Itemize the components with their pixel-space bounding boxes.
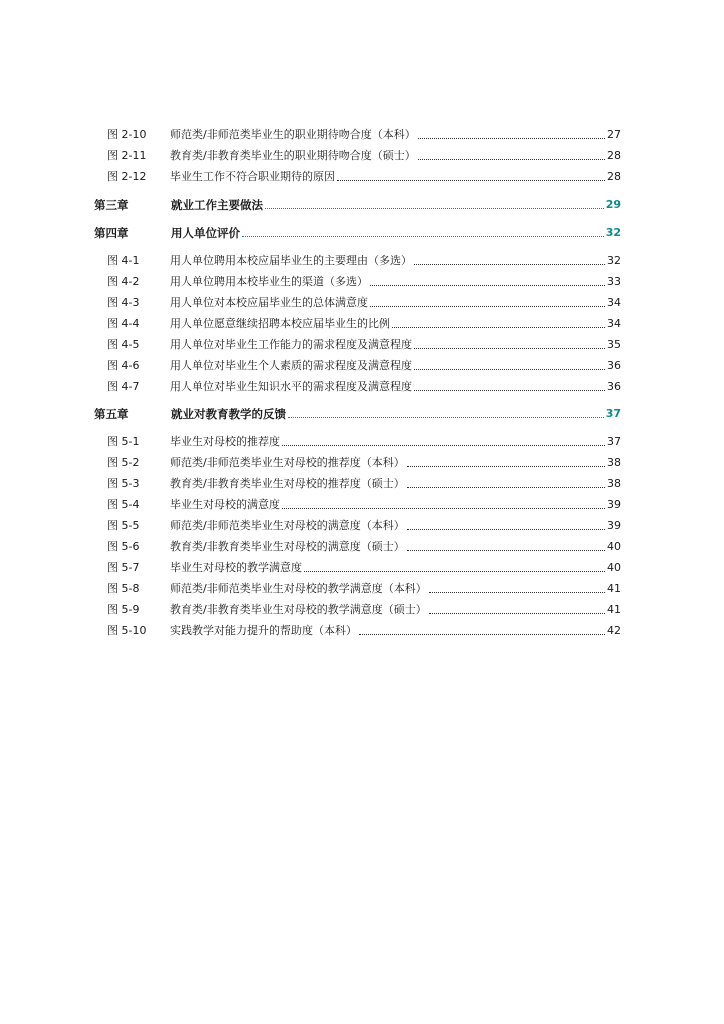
dot-leader	[414, 264, 605, 265]
dot-leader	[304, 571, 605, 572]
dot-leader	[407, 529, 605, 530]
entry-page-number: 35	[607, 338, 621, 351]
entry-page-number: 36	[607, 380, 621, 393]
entry-page-number: 34	[607, 317, 621, 330]
entry-page-number: 42	[607, 624, 621, 637]
toc-figure-entry[interactable]	[94, 578, 621, 596]
toc-figure-entry[interactable]	[94, 292, 621, 310]
dot-leader	[414, 369, 605, 370]
entry-number: 图 5-4	[107, 498, 140, 511]
entry-page-number: 40	[607, 540, 621, 553]
dot-leader	[414, 390, 605, 391]
entry-title: 教育类/非教育类毕业生对母校的满意度（硕士）	[170, 540, 405, 553]
dot-leader	[359, 634, 605, 635]
entry-number: 图 4-5	[107, 338, 140, 351]
toc-figure-entry[interactable]	[94, 473, 621, 491]
dot-leader	[429, 592, 605, 593]
toc-chapter-entry[interactable]	[94, 403, 621, 421]
entry-title: 毕业生对母校的满意度	[170, 498, 280, 511]
toc-figure-entry[interactable]	[94, 145, 621, 163]
toc-figure-entry[interactable]	[94, 452, 621, 470]
dot-leader	[407, 550, 605, 551]
toc-figure-entry[interactable]	[94, 515, 621, 533]
entry-page-number: 29	[605, 198, 621, 211]
entry-page-number: 39	[607, 498, 621, 511]
entry-page-number: 32	[607, 254, 621, 267]
entry-title: 用人单位对毕业生个人素质的需求程度及满意程度	[170, 359, 412, 372]
dot-leader	[370, 285, 605, 286]
dot-leader	[392, 327, 605, 328]
entry-page-number: 28	[607, 149, 621, 162]
entry-page-number: 27	[607, 128, 621, 141]
dot-leader	[242, 236, 604, 237]
dot-leader	[282, 508, 605, 509]
entry-page-number: 28	[607, 170, 621, 183]
entry-title: 用人单位对本校应届毕业生的总体满意度	[170, 296, 368, 309]
toc-figure-entry[interactable]	[94, 355, 621, 373]
dot-leader	[265, 208, 604, 209]
toc-figure-entry[interactable]	[94, 620, 621, 638]
entry-number: 图 5-1	[107, 435, 140, 448]
entry-title: 教育类/非教育类毕业生的职业期待吻合度（硕士）	[170, 149, 416, 162]
toc-figure-entry[interactable]	[94, 557, 621, 575]
entry-title: 毕业生对母校的推荐度	[170, 435, 280, 448]
dot-leader	[288, 417, 604, 418]
entry-page-number: 37	[605, 407, 621, 420]
entry-number: 第三章	[94, 198, 129, 212]
entry-number: 图 4-1	[107, 254, 140, 267]
dot-leader	[370, 306, 605, 307]
toc-figure-entry[interactable]	[94, 250, 621, 268]
entry-page-number: 32	[605, 226, 621, 239]
entry-number: 图 4-3	[107, 296, 140, 309]
entry-title: 用人单位对毕业生工作能力的需求程度及满意程度	[170, 338, 412, 351]
entry-title: 实践教学对能力提升的帮助度（本科）	[170, 624, 357, 637]
entry-number: 图 5-6	[107, 540, 140, 553]
toc-figure-entry[interactable]	[94, 166, 621, 184]
toc-chapter-entry[interactable]	[94, 222, 621, 240]
entry-title: 教育类/非教育类毕业生对母校的教学满意度（硕士）	[170, 603, 427, 616]
entry-page-number: 39	[607, 519, 621, 532]
entry-title: 教育类/非教育类毕业生对母校的推荐度（硕士）	[170, 477, 405, 490]
entry-page-number: 34	[607, 296, 621, 309]
entry-number: 图 5-2	[107, 456, 140, 469]
entry-number: 图 5-5	[107, 519, 140, 532]
entry-title: 就业工作主要做法	[171, 198, 263, 212]
entry-page-number: 36	[607, 359, 621, 372]
entry-title: 用人单位评价	[171, 226, 240, 240]
entry-number: 图 5-7	[107, 561, 140, 574]
entry-title: 师范类/非师范类毕业生对母校的满意度（本科）	[170, 519, 405, 532]
entry-title: 用人单位愿意继续招聘本校应届毕业生的比例	[170, 317, 390, 330]
entry-page-number: 38	[607, 456, 621, 469]
toc-figure-entry[interactable]	[94, 271, 621, 289]
dot-leader	[418, 138, 605, 139]
entry-title: 用人单位聘用本校毕业生的渠道（多选）	[170, 275, 368, 288]
entry-title: 就业对教育教学的反馈	[171, 407, 286, 421]
entry-number: 图 4-2	[107, 275, 140, 288]
toc-figure-entry[interactable]	[94, 376, 621, 394]
toc-figure-entry[interactable]	[94, 431, 621, 449]
dot-leader	[414, 348, 605, 349]
dot-leader	[418, 159, 605, 160]
entry-title: 用人单位聘用本校应届毕业生的主要理由（多选）	[170, 254, 412, 267]
dot-leader	[429, 613, 605, 614]
toc-chapter-entry[interactable]	[94, 194, 621, 212]
entry-number: 图 5-9	[107, 603, 140, 616]
dot-leader	[282, 445, 605, 446]
dot-leader	[407, 466, 605, 467]
entry-page-number: 38	[607, 477, 621, 490]
toc-figure-entry[interactable]	[94, 313, 621, 331]
entry-title: 师范类/非师范类毕业生对母校的推荐度（本科）	[170, 456, 405, 469]
entry-number: 图 5-3	[107, 477, 140, 490]
entry-number: 图 4-4	[107, 317, 140, 330]
entry-number: 图 5-8	[107, 582, 140, 595]
entry-number: 图 4-7	[107, 380, 140, 393]
toc-figure-entry[interactable]	[94, 536, 621, 554]
toc-figure-entry[interactable]	[94, 124, 621, 142]
toc-figure-entry[interactable]	[94, 599, 621, 617]
entry-page-number: 41	[607, 582, 621, 595]
dot-leader	[407, 487, 605, 488]
entry-title: 毕业生对母校的教学满意度	[170, 561, 302, 574]
entry-number: 图 5-10	[107, 624, 147, 637]
entry-page-number: 37	[607, 435, 621, 448]
entry-number: 第五章	[94, 407, 129, 421]
entry-number: 图 2-12	[107, 170, 147, 183]
entry-number: 图 2-10	[107, 128, 147, 141]
entry-title: 毕业生工作不符合职业期待的原因	[170, 170, 335, 183]
entry-title: 用人单位对毕业生知识水平的需求程度及满意程度	[170, 380, 412, 393]
entry-title: 师范类/非师范类毕业生的职业期待吻合度（本科）	[170, 128, 416, 141]
toc-figure-entry[interactable]	[94, 494, 621, 512]
entry-page-number: 40	[607, 561, 621, 574]
entry-number: 第四章	[94, 226, 129, 240]
dot-leader	[337, 180, 605, 181]
entry-title: 师范类/非师范类毕业生对母校的教学满意度（本科）	[170, 582, 427, 595]
entry-page-number: 41	[607, 603, 621, 616]
toc-figure-entry[interactable]	[94, 334, 621, 352]
entry-number: 图 2-11	[107, 149, 147, 162]
entry-number: 图 4-6	[107, 359, 140, 372]
entry-page-number: 33	[607, 275, 621, 288]
